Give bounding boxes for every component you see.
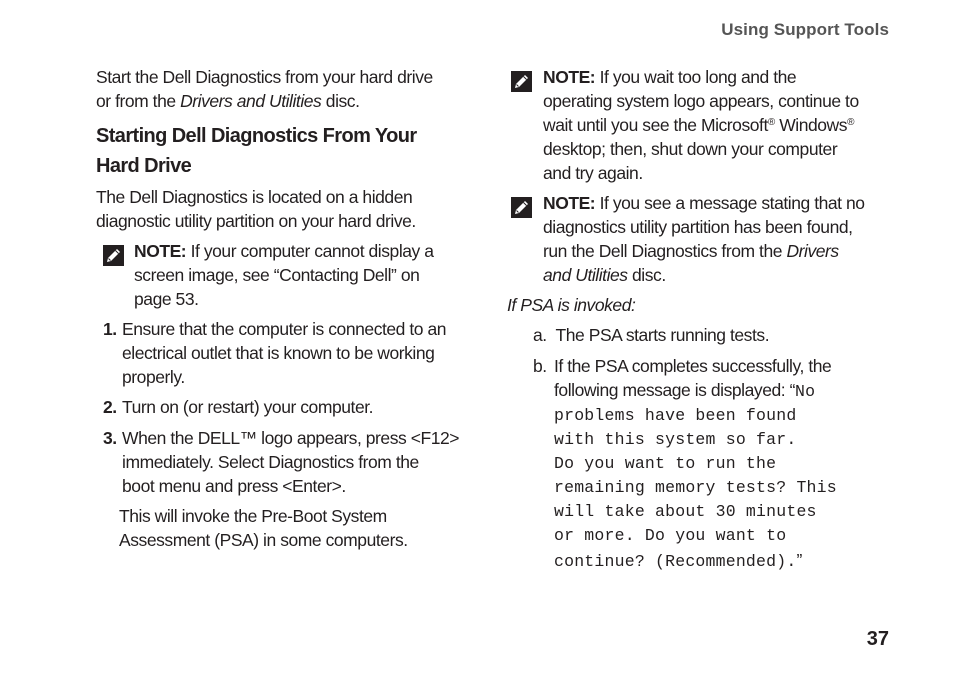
step-line: boot menu and press <Enter>. (122, 476, 346, 496)
psa-message-line: problems have been found (554, 406, 797, 425)
step-line: Ensure that the computer is connected to an (122, 319, 447, 339)
step-line: immediately. Select Diagnostics from the (122, 452, 419, 472)
psa-message-line: with this system so far. (554, 430, 797, 449)
step-text (122, 426, 459, 498)
note-label: NOTE: (543, 67, 596, 87)
note-text: wait until you see the Microsoft® Windows® (543, 115, 854, 135)
note-text: operating system logo appears, continue to (543, 91, 859, 111)
list-marker-b: b. (533, 356, 547, 376)
step-text (122, 317, 446, 389)
note-wait-too-long (543, 65, 859, 185)
list-item-a: a. The PSA starts running tests. (533, 325, 770, 345)
note-pencil-icon (103, 245, 124, 266)
page-number: 37 (866, 628, 889, 650)
note-text: screen image, see “Contacting Dell” on (134, 265, 420, 285)
note-label: NOTE: (543, 193, 596, 213)
step-text (122, 395, 373, 419)
note-pencil-icon (511, 197, 532, 218)
body-paragraph (96, 185, 416, 233)
running-header: Using Support Tools (721, 20, 889, 39)
step-number: 3. (103, 428, 117, 448)
note-text: diagnostics utility partition has been found, (543, 217, 853, 237)
step-line: When the DELL™ logo appears, press <F12> (122, 428, 460, 448)
step-line: properly. (122, 367, 185, 387)
step-number: 2. (103, 397, 117, 417)
section-heading (96, 121, 417, 181)
note-text: page 53. (134, 289, 199, 309)
psa-message-line: continue? (Recommended).” (554, 550, 802, 571)
note-text: desktop; then, shut down your computer (543, 139, 838, 159)
note-text: If your computer cannot display a (186, 241, 434, 261)
psa-line: Assessment (PSA) in some computers. (119, 530, 408, 550)
psa-message-line: remaining memory tests? This (554, 478, 837, 497)
note-label: NOTE: (134, 241, 187, 261)
psa-message-line: will take about 30 minutes (554, 502, 817, 521)
note-no-partition (543, 191, 865, 287)
note-cannot-display (134, 239, 434, 311)
note-pencil-icon (511, 71, 532, 92)
heading-line: Hard Drive (96, 155, 192, 177)
step-line: Turn on (or restart) your computer. (122, 397, 374, 417)
note-text: run the Dell Diagnostics from the Drivers (543, 241, 839, 261)
body-line: diagnostic utility partition on your hard drive. (96, 211, 416, 231)
heading-line: Starting Dell Diagnostics From Your (96, 125, 417, 147)
psa-line: This will invoke the Pre-Boot System (119, 506, 387, 526)
psa-paragraph (119, 504, 408, 552)
note-text: and try again. (543, 163, 643, 183)
note-text: If you see a message stating that no (595, 193, 865, 213)
list-item-b (554, 354, 837, 574)
intro-paragraph (96, 65, 433, 113)
step-number: 1. (103, 319, 117, 339)
item-b-line: following message is displayed: “No (554, 380, 816, 401)
psa-message-line: or more. Do you want to (554, 526, 787, 545)
psa-message-line: Do you want to run the (554, 454, 777, 473)
body-line: The Dell Diagnostics is located on a hidden (96, 187, 413, 207)
intro-line: Start the Dell Diagnostics from your hard drive (96, 67, 433, 87)
step-line: electrical outlet that is known to be working (122, 343, 435, 363)
item-b-line: If the PSA completes successfully, the (554, 356, 832, 376)
note-text: If you wait too long and the (595, 67, 797, 87)
note-text: and Utilities disc. (543, 265, 666, 285)
psa-invoked-label: If PSA is invoked: (507, 295, 636, 315)
intro-line: or from the Drivers and Utilities disc. (96, 91, 360, 111)
